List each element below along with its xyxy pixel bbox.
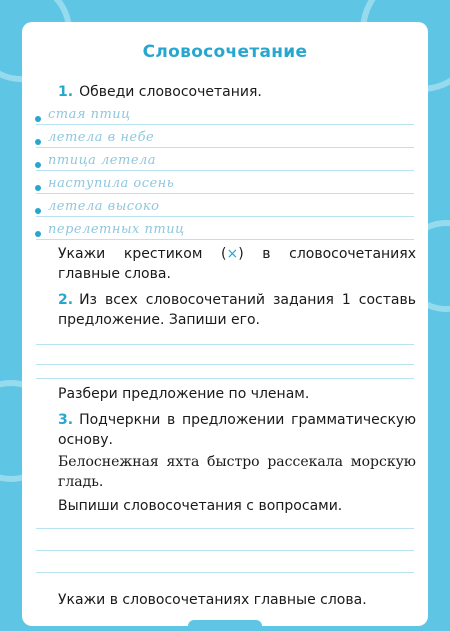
answer-line[interactable] xyxy=(36,572,414,573)
mark-text-before: Укажи крестиком ( xyxy=(58,246,227,262)
mark-text-after: ) в словосочетаниях главные слова. xyxy=(58,246,416,282)
bullet-dot xyxy=(35,231,41,237)
phrase-6[interactable]: перелетных птиц xyxy=(48,222,185,237)
task-2-text: Из всех словосочетаний задания 1 составь предложение. Запиши его. xyxy=(58,292,416,328)
phrase-5[interactable]: летела высоко xyxy=(48,199,160,214)
phrase-1[interactable]: стая птиц xyxy=(48,107,131,122)
task-3-write-out: Выпиши словосочетания с вопросами. xyxy=(58,498,343,514)
phrase-2[interactable]: летела в небе xyxy=(48,130,155,145)
answer-line[interactable] xyxy=(36,528,414,529)
worksheet-page xyxy=(22,22,428,626)
task-2-instruction xyxy=(58,290,416,330)
task-1-text: Обведи словосочетания. xyxy=(79,84,262,100)
writing-line xyxy=(36,193,414,194)
bullet-dot xyxy=(35,162,41,168)
task-2-number: 2. xyxy=(58,292,74,308)
answer-line[interactable] xyxy=(36,550,414,551)
writing-line xyxy=(36,124,414,125)
page-number-tab xyxy=(188,620,262,631)
bullet-dot xyxy=(35,208,41,214)
task-3-number: 3. xyxy=(58,412,74,428)
writing-line xyxy=(36,170,414,171)
page-title: Словосочетание xyxy=(142,42,308,62)
writing-line xyxy=(36,147,414,148)
bullet-dot xyxy=(35,116,41,122)
task-1-mark-instruction xyxy=(58,244,416,284)
answer-line[interactable] xyxy=(36,364,414,365)
task-3-final: Укажи в словосочетаниях главные слова. xyxy=(58,592,367,608)
task-3-sentence: Белоснежная яхта быстро рассекала морскую гладь. xyxy=(58,454,416,490)
writing-line xyxy=(36,216,414,217)
bullet-dot xyxy=(35,139,41,145)
answer-line[interactable] xyxy=(36,378,414,379)
task-3-text: Подчеркни в предложении грамматическую основу. xyxy=(58,412,416,448)
bullet-dot xyxy=(35,185,41,191)
task-2-parse: Разбери предложение по членам. xyxy=(58,386,310,402)
phrase-4[interactable]: наступила осень xyxy=(48,176,175,191)
task-3-instruction xyxy=(58,410,416,450)
cross-icon: × xyxy=(226,246,239,262)
task-1-number: 1. xyxy=(58,84,74,100)
phrase-3[interactable]: птица летела xyxy=(48,153,157,168)
writing-line xyxy=(36,239,414,240)
answer-line[interactable] xyxy=(36,344,414,345)
task-1-instruction xyxy=(58,82,418,102)
